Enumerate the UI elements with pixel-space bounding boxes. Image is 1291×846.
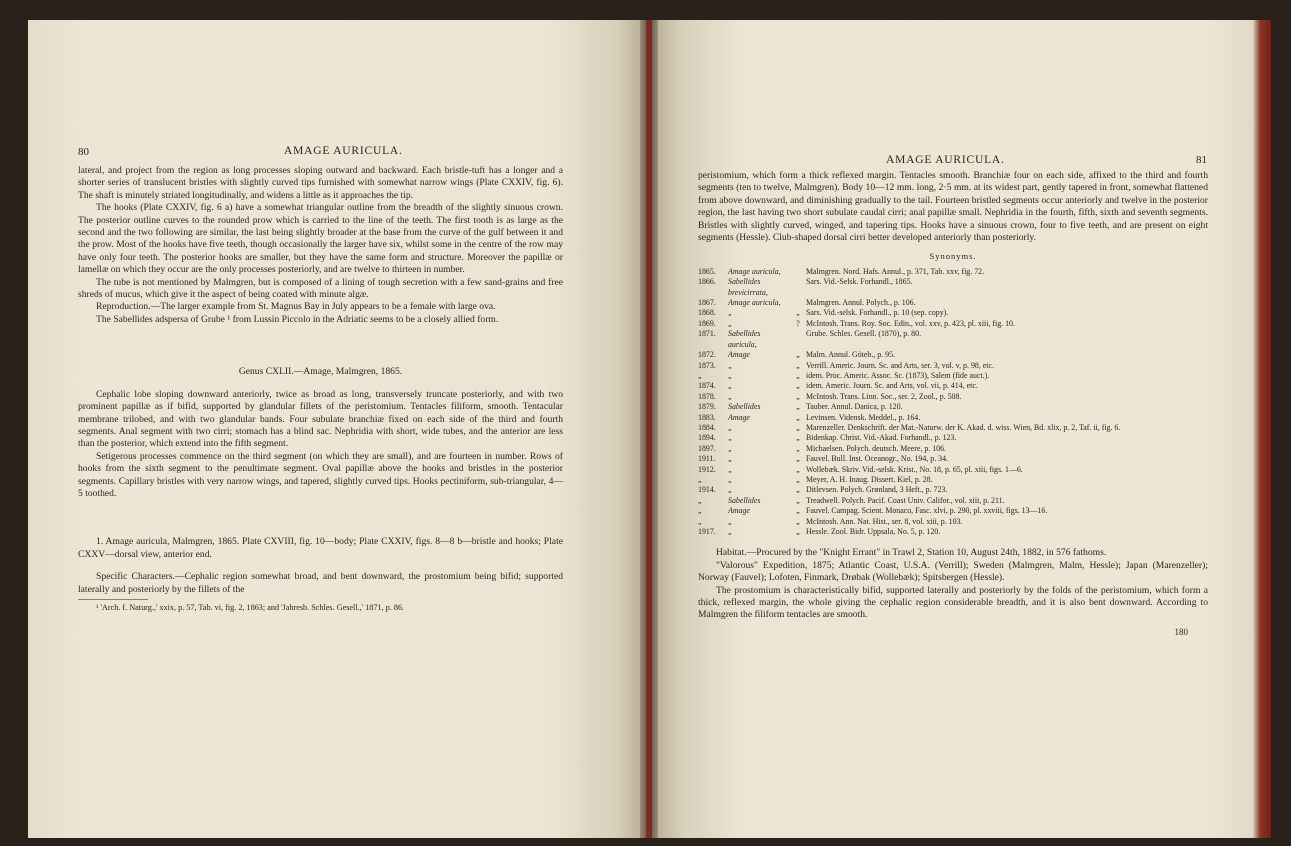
synonym-name: Amage xyxy=(728,350,750,360)
synonym-auth: „ xyxy=(796,308,800,318)
synonym-row xyxy=(698,371,1208,381)
synonym-row xyxy=(698,423,1208,433)
synonym-name: „ xyxy=(728,474,733,484)
synonym-auth: „ xyxy=(796,474,800,484)
synonyms-list xyxy=(698,267,1208,538)
synonym-row xyxy=(698,517,1208,527)
synonym-row xyxy=(698,329,1208,350)
synonyms-heading: Synonyms. xyxy=(929,251,977,262)
synonym-name: „ xyxy=(728,443,733,453)
synonym-name: „ xyxy=(728,516,733,526)
synonym-name: Sabellides xyxy=(728,402,761,412)
synonym-row xyxy=(698,433,1208,443)
genus-paragraph: Setigerous processes commence on the third segment (on which they are small), and are fourteen in number. Rows of hooks from the sixth segment to the penultimate segment. Oval papillæ above the hooks and bristles in the posterior segments. Capillary bristles with very narrow wings, and tapered, slightly curved tips. Hooks pectiniform, sub-triangular, 4—5 toothed. xyxy=(78,450,563,499)
specific-characters: Specific Characters.—Cephalic region somewhat broad, and bent downward, the prostomium being bifid; supported laterally and posteriorly by the fillets of the xyxy=(78,571,563,595)
synonym-ref: Meyer, A. H. Inaug. Dissert. Kiel, p. 28. xyxy=(806,474,933,484)
prostomium-paragraph: The prostomium is characteristically bifid, supported laterally and posteriorly by the folds of the peristomium, which form a thick, reflexed margin, the whole giving the cephalic region considerable breadth, and it is also bent downward. According to Malmgren the filiform tentacles are smooth. xyxy=(698,584,1208,621)
binding-strip xyxy=(646,20,652,838)
synonym-year: 1884. xyxy=(698,422,716,432)
synonym-row xyxy=(698,444,1208,454)
synonym-year: 1873. xyxy=(698,360,716,370)
running-head: AMAGE AURICULA. xyxy=(886,154,1005,166)
expedition: "Valorous" Expedition, 1875; Atlantic Coast, U.S.A. (Verrill); Sweden (Malmgren, Malm, Hessle); Japan (Marenzeller); Norway (Fauvel); Lofoten, Finmark, Drøbak (Wollebæk); Spitsbergen (Hessle). xyxy=(698,559,1208,584)
synonym-name: „ xyxy=(728,370,733,380)
synonym-auth xyxy=(790,298,806,308)
page-number: 80 xyxy=(78,146,89,158)
synonym-year: 1894. xyxy=(698,433,716,443)
synonym-row xyxy=(698,381,1208,391)
synonym-name: „ xyxy=(728,527,733,536)
synonym-ref: Tauber. Annul. Danica, p. 120. xyxy=(806,402,903,412)
synonym-ref: McIntosh. Trans. Linn. Soc., ser. 2, Zool., p. 508. xyxy=(806,391,962,401)
synonym-year: 1917. xyxy=(698,527,716,536)
synonym-ref: Malmgren. Nord. Hafs. Annul., p. 371, Tab. xxv, fig. 72. xyxy=(806,266,985,276)
synonym-row xyxy=(698,298,1208,308)
synonym-ref: Grube. Schles. Gesell. (1870), p. 80. xyxy=(806,329,922,339)
synonym-ref: Bidenkap. Christ. Vid.-Akad. Forhandl., p. 123. xyxy=(806,433,957,443)
synonym-row xyxy=(698,496,1208,506)
synonym-row xyxy=(698,402,1208,412)
synonym-name: „ xyxy=(728,485,733,495)
synonym-auth: „ xyxy=(796,360,800,370)
synonym-auth: ? xyxy=(796,318,800,328)
synonym-auth: „ xyxy=(796,516,800,526)
synonym-row xyxy=(698,277,1208,298)
synonym-name: „ xyxy=(728,454,733,464)
synonym-name: „ xyxy=(728,464,733,474)
synonym-name: Amage xyxy=(728,506,750,516)
genus-heading: Genus CXLII.—Amage, Malmgren, 1865. xyxy=(238,366,403,378)
signature-mark: 180 xyxy=(1174,626,1188,637)
synonym-row xyxy=(698,475,1208,485)
paragraph: The hooks (Plate CXXIV, fig. 6 a) have a somewhat triangular outline from the breadth of the slightly sinuous crown. The posterior outline curves to the rounded prow which is carried to the line of the teeth. The first tooth is as large as the second and the two following are similar, the last being slightly broader at the base from the curve of the gulf between it and the prow. Most of the hooks have five teeth, though occasionally the larger have six, whilst some in the centre of the row may have only four teeth. The posterior hooks are smaller, but they have the same form and structure. Moreover the papillæ or lamellæ on which they occur are the only processes posteriorly, and are twelve to thirteen in number. xyxy=(78,202,563,276)
synonym-auth: „ xyxy=(796,506,800,516)
synonym-auth: „ xyxy=(796,433,800,443)
synonym-name: Sabellides xyxy=(728,495,761,505)
synonym-ref: idem. Americ. Journ. Sc. and Arts, vol. vii, p. 414, etc. xyxy=(806,381,978,391)
synonym-auth: „ xyxy=(796,527,800,536)
left-page xyxy=(28,20,640,838)
synonym-auth: „ xyxy=(796,422,800,432)
book-spread xyxy=(28,20,1271,838)
synonym-row xyxy=(698,506,1208,516)
synonym-year: 1871. xyxy=(698,329,716,339)
footnote-rule xyxy=(78,599,148,600)
synonym-year: 1914. xyxy=(698,485,716,495)
synonym-year: „ xyxy=(698,495,702,505)
synonym-name: Sabellides brevicirrata, xyxy=(728,277,768,297)
paragraph: The Sabellides adspersa of Grube ¹ from Lussin Piccolo in the Adriatic seems to be a closely allied form. xyxy=(96,313,499,325)
synonym-year: 1879. xyxy=(698,402,716,412)
page-number: 81 xyxy=(1196,154,1207,166)
synonym-year: 1872. xyxy=(698,350,716,360)
synonym-ref: Malmgren. Annul. Polych., p. 106. xyxy=(806,298,916,308)
synonym-ref: Wollebæk. Skriv. Vid.-selsk. Krist., No. 18, p. 65, pl. xiii, figs. 1—6. xyxy=(806,464,1023,474)
synonym-name: Amage xyxy=(728,412,750,422)
synonym-year: 1867. xyxy=(698,298,716,308)
synonym-auth: „ xyxy=(796,495,800,505)
habitat: Habitat.—Procured by the "Knight Errant" in Trawl 2, Station 10, August 24th, 1882, in 576 fathoms. xyxy=(716,547,1107,559)
synonym-auth xyxy=(790,277,806,298)
running-head: AMAGE AURICULA. xyxy=(284,145,403,157)
synonym-ref: Hessle. Zool. Bidr. Uppsala, No. 5, p. 120. xyxy=(806,527,941,536)
synonym-name: Amage auricula, xyxy=(728,298,781,308)
synonym-ref: Treadwell. Polych. Pacif. Coast Univ. Califor., vol. xiii, p. 211. xyxy=(806,495,1005,505)
synonym-year: 1911. xyxy=(698,454,716,464)
synonym-row xyxy=(698,465,1208,475)
synonym-auth: „ xyxy=(796,485,800,495)
synonym-year: 1869. xyxy=(698,318,716,328)
synonym-auth: „ xyxy=(796,370,800,380)
synonym-auth xyxy=(790,267,806,277)
synonym-name: „ xyxy=(728,360,733,370)
synonym-year: „ xyxy=(698,370,702,380)
paragraph: Reproduction.—The larger example from St. Magnus Bay in July appears to be a female with large ova. xyxy=(96,301,496,313)
synonym-auth xyxy=(790,329,806,350)
synonym-auth: „ xyxy=(796,443,800,453)
synonym-row xyxy=(698,527,1208,537)
synonym-row xyxy=(698,350,1208,360)
synonym-ref: Levinsen. Vidensk. Meddel., p. 164. xyxy=(806,412,921,422)
footnote: ¹ 'Arch. f. Naturg.,' xxix, p. 57, Tab. vi, fig. 2, 1863; and 'Jahresb. Schles. Gesell.,' 1871, p. 86. xyxy=(96,602,405,612)
synonym-name: „ xyxy=(728,318,733,328)
paragraph: The tube is not mentioned by Malmgren, but is composed of a lining of tough secretion with a few sand-grains and free shreds of mucus, which give it the aspect of being coated with minute algæ. xyxy=(78,276,563,301)
synonym-year: „ xyxy=(698,474,702,484)
synonym-ref: Fauvel. Bull. Inst. Oceanogr., No. 194, p. 34. xyxy=(806,454,949,464)
synonym-year: 1878. xyxy=(698,391,716,401)
synonym-ref: Sars. Vid.-Selsk. Forhandl., 1865. xyxy=(806,277,913,287)
synonym-name: Sabellides auricula, xyxy=(728,329,761,349)
synonym-row xyxy=(698,413,1208,423)
book-edge xyxy=(1253,20,1271,838)
synonym-name: „ xyxy=(728,308,733,318)
synonym-auth: „ xyxy=(796,391,800,401)
synonym-ref: McIntosh. Ann. Nat. Hist., ser. 8, vol. xiii, p. 103. xyxy=(806,516,963,526)
synonym-auth: „ xyxy=(796,454,800,464)
synonym-year: 1865. xyxy=(698,266,716,276)
synonym-year: 1866. xyxy=(698,277,716,287)
synonym-name: „ xyxy=(728,381,733,391)
paragraph: peristomium, which form a thick reflexed margin. Tentacles smooth. Branchiæ four on each side, affixed to the third and fourth segments (ten to twelve, Malmgren). Body 10—12 mm. long, 2·5 mm. at its widest part, gently tapered in front, somewhat flattened from above downward, and diminishing gradually to the tail. Fourteen bristled segments occur anteriorly and twelve in the posterior region, the last having two short subulate caudal cirri; anal papillæ small. Nephridia in the fourth, fifth, sixth and seventh segments. Bristles with slightly curved, winged, and tapering tips. Hooks have a sinuous crown, four to five teeth, and are present on eight segments (Hessle). Club-shaped dorsal cirri better developed anteriorly than posteriorly. xyxy=(698,170,1208,244)
synonym-row xyxy=(698,392,1208,402)
synonym-ref: Fauvel. Campag. Scient. Monaco, Fasc. xlvi, p. 290, pl. xxviii, figs. 13—16. xyxy=(806,506,1048,516)
synonym-row xyxy=(698,308,1208,318)
synonym-ref: Sars. Vid.-selsk. Forhandl., p. 10 (sep. copy). xyxy=(806,308,949,318)
synonym-year: 1883. xyxy=(698,412,716,422)
synonym-ref: Malm. Annul. Göteb., p. 95. xyxy=(806,350,895,360)
synonym-year: 1912. xyxy=(698,464,716,474)
synonym-year: „ xyxy=(698,516,702,526)
paragraph: lateral, and project from the region as long processes sloping outward and backward. Each bristle-tuft has a longer and a shorter series of translucent bristles with slightly curved tips furnished with somewhat narrow wings (Plate CXXIV, fig. 6). The shaft is minutely striated longitudinally, and widens a little as it approaches the tip. xyxy=(78,165,563,201)
synonym-name: „ xyxy=(728,391,733,401)
right-page xyxy=(658,20,1253,838)
genus-paragraph: Cephalic lobe sloping downward anteriorly, twice as broad as long, transversely truncate posteriorly, and with two prominent papillæ as if bifid, supported by glandular fillets of the peristomium. Tentacles filiform, smooth. Tentacular membrane trilobed, and with two glandular bands. Four subulate branchiæ fixed on each side of the third and fourth segments. Anal segment with two cirri; stomach has a blind sac. Nephridia with short, wide tubes, and the anterior are less than the posterior, which extend into the fifth segment. xyxy=(78,388,563,450)
synonym-auth: „ xyxy=(796,464,800,474)
book-gutter xyxy=(640,20,658,838)
synonym-ref: Ditlevsen. Polych. Grønland, 3 Heft., p. 723. xyxy=(806,485,948,495)
synonym-name: „ xyxy=(728,422,733,432)
right-page-text xyxy=(698,170,1208,638)
synonym-ref: Marenzeller. Denkschrift. der Mat.-Naturw. der K. Akad. d. wiss. Wien, Bd. xlix, p. 2, Taf. ii, fig. 6. xyxy=(806,422,1121,432)
synonym-ref: Verrill. Americ. Journ. Sc. and Arts, ser. 3, vol. v, p. 98, etc. xyxy=(806,360,994,370)
synonym-row xyxy=(698,454,1208,464)
synonym-auth: „ xyxy=(796,412,800,422)
synonym-auth: „ xyxy=(796,381,800,391)
synonym-year: 1897. xyxy=(698,443,716,453)
synonym-row xyxy=(698,361,1208,371)
synonym-auth: „ xyxy=(796,402,800,412)
synonym-year: 1874. xyxy=(698,381,716,391)
synonym-row xyxy=(698,267,1208,277)
synonym-year: 1868. xyxy=(698,308,716,318)
synonym-ref: Michaelsen. Polych. deutsch. Meere, p. 106. xyxy=(806,443,947,453)
species-entry: 1. Amage auricula, Malmgren, 1865. Plate CXVIII, fig. 10—body; Plate CXXIV, figs. 8—8 b—bristle and hooks; Plate CXXV—dorsal view, anterior end. xyxy=(78,536,563,560)
synonym-ref: idem. Proc. Americ. Assoc. Sc. (1873), Salem (fide auct.). xyxy=(806,370,990,380)
synonym-ref: McIntosh. Trans. Roy. Soc. Edin., vol. xxv, p. 423, pl. xiii, fig. 10. xyxy=(806,318,1015,328)
left-page-text xyxy=(78,165,563,614)
synonym-name: „ xyxy=(728,433,733,443)
synonym-auth: „ xyxy=(796,350,800,360)
synonym-row xyxy=(698,485,1208,495)
synonym-row xyxy=(698,319,1208,329)
synonym-year: „ xyxy=(698,506,702,516)
synonym-name: Amage auricula, xyxy=(728,266,781,276)
